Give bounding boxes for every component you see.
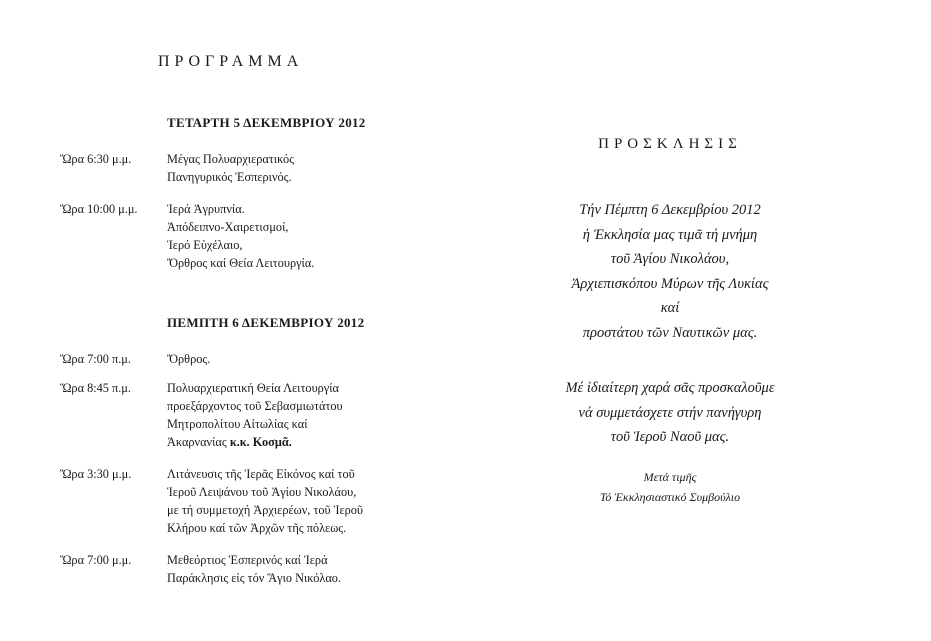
program-title: ΠΡΟΓΡΑΜΜΑ — [158, 53, 304, 70]
event-line: προεξάρχοντος τοῦ Σεβασμιωτάτου — [167, 399, 343, 413]
signature — [470, 467, 870, 507]
event-line — [167, 433, 343, 451]
event-line: Πολυαρχιερατική Θεία Λειτουργία — [167, 381, 339, 395]
event-description — [167, 150, 294, 186]
event-line: Ἱερό Εὐχέλαιο, — [167, 238, 243, 252]
event-line: Μεθεόρτιος Ἑσπερινός καί Ἱερά — [167, 553, 328, 567]
event-time: Ὥρα 8:45 π.μ. — [60, 381, 131, 395]
invitation-column — [470, 0, 931, 641]
event-line: με τή συμμετοχή Ἀρχιερέων, τοῦ Ἱεροῦ — [167, 503, 364, 517]
event-description — [167, 200, 314, 272]
day-heading-thursday: ΠΕΜΠΤΗ 6 ΔΕΚΕΜΒΡΙΟΥ 2012 — [167, 315, 365, 330]
event-line: Ἀπόδειπνο-Χαιρετισμοί, — [167, 220, 289, 234]
event-description — [167, 465, 363, 537]
event-time: Ὥρα 7:00 π.μ. — [60, 352, 131, 366]
event-time: Ὥρα 3:30 μ.μ. — [60, 467, 132, 481]
event-line: Ὄρθρος καί Θεία Λειτουργία. — [167, 256, 315, 270]
invitation-line: Τήν Πέμπτη 6 Δεκεμβρίου 2012 — [579, 202, 761, 218]
event-line: Παράκλησις εἰς τόν Ἅγιο Νικόλαο. — [167, 571, 341, 585]
invitation-line: Μέ ἰδιαίτερη χαρά σᾶς προσκαλοῦμε — [565, 380, 775, 396]
invitation-title: ΠΡΟΣΚΛΗΣΙΣ — [598, 136, 742, 152]
event-line: Ὄρθρος. — [167, 352, 211, 366]
signature-line: Τό Ἐκκλησιαστικό Συμβούλιο — [599, 490, 741, 504]
event-description — [167, 551, 341, 587]
event-line: Μέγας Πολυαρχιερατικός — [167, 152, 295, 166]
invitation-line: καί — [660, 300, 680, 316]
invitation-text-main — [470, 198, 870, 345]
event-line: Κλήρου καί τῶν Ἀρχῶν τῆς πόλεως. — [167, 521, 347, 535]
event-line-prefix: Ἀκαρνανίας — [167, 435, 230, 449]
invitation-line: τοῦ Ἁγίου Νικολάου, — [610, 251, 730, 267]
invitation-line: ἡ Ἐκκλησία μας τιμᾶ τή μνήμη — [582, 226, 758, 243]
invitation-line: προστάτου τῶν Ναυτικῶν μας. — [582, 324, 758, 341]
event-description — [167, 379, 343, 451]
signature-line: Μετά τιμῆς — [643, 470, 697, 484]
event-time: Ὥρα 7:00 μ.μ. — [60, 553, 132, 567]
invitation-text-welcome — [470, 376, 870, 450]
event-line: Λιτάνευσις τῆς Ἱερᾶς Εἰκόνος καί τοῦ — [167, 467, 355, 481]
event-line: Ἱερά Ἀγρυπνία. — [167, 202, 245, 216]
invitation-line: Ἀρχιεπισκόπου Μύρων τῆς Λυκίας — [571, 275, 769, 292]
invitation-line: νά συμμετάσχετε στήν πανήγυρη — [578, 404, 762, 421]
event-line: Μητροπολίτου Αἰτωλίας καί — [167, 417, 308, 431]
day-heading-wednesday: ΤΕΤΑΡΤΗ 5 ΔΕΚΕΜΒΡΙΟΥ 2012 — [167, 115, 366, 130]
event-line: Ἱεροῦ Λειψάνου τοῦ Ἁγίου Νικολάου, — [167, 485, 357, 499]
event-time: Ὥρα 6:30 μ.μ. — [60, 152, 132, 166]
event-description — [167, 350, 210, 368]
event-time: Ὥρα 10:00 μ.μ. — [60, 202, 138, 216]
bishop-name: κ.κ. Κοσμᾶ. — [229, 435, 292, 449]
event-line: Πανηγυρικός Ἑσπερινός. — [167, 170, 292, 184]
invitation-line: τοῦ Ἱεροῦ Ναοῦ μας. — [610, 429, 730, 445]
